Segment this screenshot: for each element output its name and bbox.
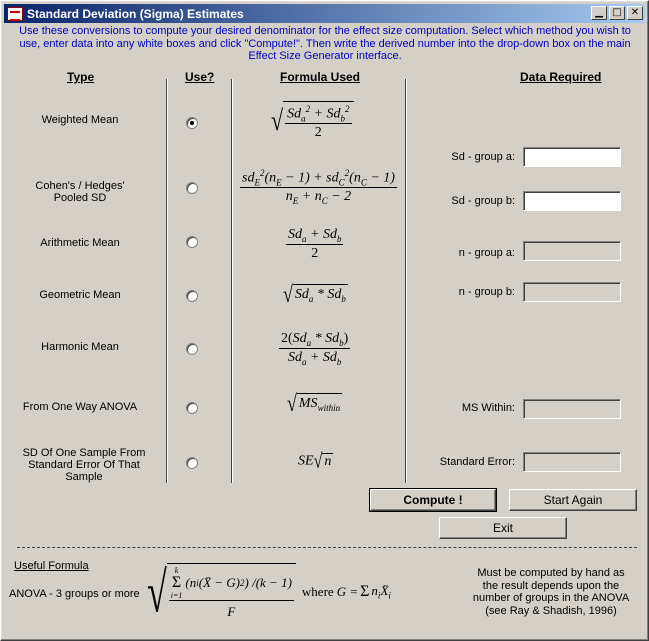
radio-harmonic-mean[interactable]: [186, 343, 198, 355]
divider: [405, 79, 407, 483]
n-group-a-input[interactable]: [523, 241, 621, 261]
formula-sd-from-se: SE √ n: [298, 449, 332, 472]
maximize-icon: □: [612, 7, 622, 18]
field-label-sd-a: Sd - group a:: [451, 151, 515, 163]
method-label-harmonic-mean: Harmonic Mean: [41, 341, 119, 353]
start-again-button[interactable]: Start Again: [509, 489, 637, 511]
method-label-pooled-sd: Cohen's / Hedges' Pooled SD: [35, 180, 125, 204]
header-data-required: Data Required: [520, 70, 602, 84]
radio-geometric-mean[interactable]: [186, 290, 198, 302]
field-label-standard-error: Standard Error:: [439, 456, 515, 468]
field-label-n-a: n - group a:: [458, 247, 515, 259]
field-label-n-b: n - group b:: [458, 286, 515, 298]
anova-note: Must be computed by hand as the result depends upon the number of groups in the ANOVA (see Ray & Shadish, 1996): [472, 567, 630, 617]
header-type: Type: [67, 70, 95, 84]
useful-formula-heading: Useful Formula: [14, 560, 89, 572]
field-label-sd-b: Sd - group b:: [451, 195, 515, 207]
standard-error-input[interactable]: [523, 452, 621, 472]
maximize-button[interactable]: [609, 6, 625, 20]
sd-group-a-input[interactable]: [523, 147, 621, 167]
sd-group-b-input[interactable]: [523, 191, 621, 211]
radio-weighted-mean[interactable]: [186, 117, 198, 129]
method-label-arithmetic-mean: Arithmetic Mean: [40, 237, 120, 249]
separator: [17, 547, 637, 548]
radio-pooled-sd[interactable]: [186, 182, 198, 194]
method-label-geometric-mean: Geometric Mean: [39, 289, 121, 301]
chart-icon: [7, 7, 23, 21]
ms-within-input[interactable]: [523, 399, 621, 419]
header-formula: Formula Used: [280, 70, 361, 84]
method-label-anova: From One Way ANOVA: [22, 401, 138, 413]
formula-harmonic-mean: $\frac{2(Sd_a * Sd_b)}{Sd_a + Sd_b}$: [281, 331, 349, 367]
anova-label: ANOVA - 3 groups or more: [9, 588, 140, 600]
window-title: Standard Deviation (Sigma) Estimates: [27, 6, 244, 21]
divider: [166, 79, 168, 483]
formula-weighted-mean: √ $\frac{Sd_a^2 + Sd_b^2}{2}$: [271, 101, 354, 141]
formula-pooled-sd: $\frac{sd_E^2(n_E - 1) + sd_C^2(n_C - 1)}{n_E + n_C - 2}$: [242, 168, 395, 207]
n-group-b-input[interactable]: [523, 282, 621, 302]
close-button[interactable]: [627, 6, 643, 20]
formula-arithmetic-mean: $\frac{Sd_a + Sd_b}{2}$: [288, 227, 342, 261]
title-bar[interactable]: [4, 4, 645, 23]
intro-text: Use these conversions to compute your desired denominator for the effect size computation. Select which method you wish to use, enter data into any white boxes and click "Compute!". Then write the derived number into the drop-down box on the main Effect Size Generator interface.: [19, 25, 631, 62]
radio-sd-from-se[interactable]: [186, 457, 198, 469]
minimize-icon: ▁: [595, 7, 603, 18]
compute-button[interactable]: Compute !: [370, 489, 496, 511]
exit-button[interactable]: Exit: [439, 517, 567, 539]
radio-anova[interactable]: [186, 402, 198, 414]
method-label-weighted-mean: Weighted Mean: [41, 114, 119, 126]
formula-anova: √ $MS_{within}$: [287, 389, 341, 416]
field-label-ms-within: MS Within:: [461, 402, 515, 414]
anova-formula: √ k Σ i=1 (n i (X̄ − G) 2 ) /(k − 1) F where G = Σ $n_iX̄_i$: [147, 559, 391, 624]
minimize-button[interactable]: [591, 6, 607, 20]
close-icon: ✕: [630, 7, 640, 18]
radio-arithmetic-mean[interactable]: [186, 236, 198, 248]
header-use: Use?: [185, 70, 215, 84]
divider: [231, 79, 233, 483]
method-label-sd-from-se: SD Of One Sample From Standard Error Of That Sample: [22, 447, 146, 483]
formula-geometric-mean: √ $Sd_a * Sd_b$: [283, 280, 346, 307]
